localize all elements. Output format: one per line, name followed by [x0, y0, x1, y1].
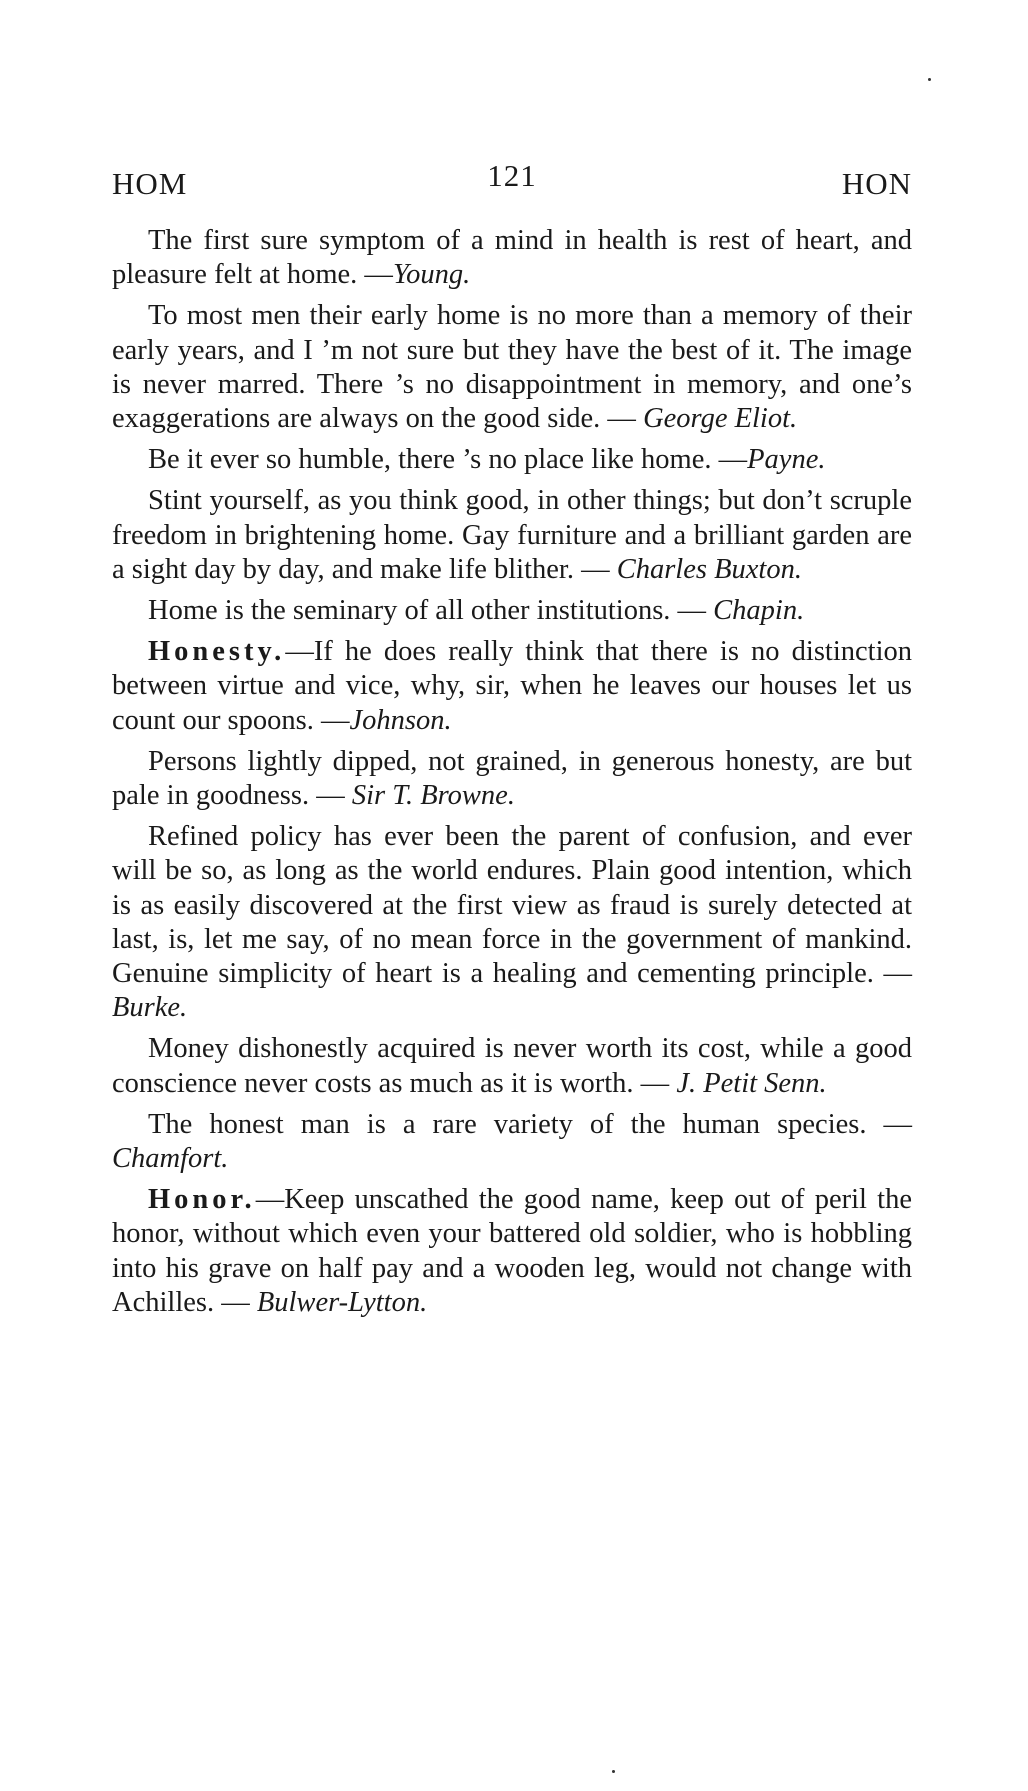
quote-author: Young. [392, 259, 471, 291]
quote-author: Burke. [112, 992, 188, 1024]
header-left-guide-word: HOM [112, 166, 188, 201]
quote-paragraph: To most men their early home is no more than a memory of their early years, and I ’m not sure but they have the best of it. The image is never marred. There ’s no disappointment in memory, and one’s exaggerations are always on the good side. — George Eliot. [112, 300, 912, 435]
topic-heading-honesty: Honesty. [148, 636, 286, 668]
header-right-guide-word: HON [841, 166, 912, 201]
quote-paragraph: The honest man is a rare variety of the human species. — Chamfort. [112, 1108, 912, 1175]
print-speck [928, 78, 931, 81]
print-speck [612, 1770, 615, 1773]
quote-paragraph: The first sure symptom of a mind in health is rest of heart, and pleasure felt at home. —Young. [112, 225, 912, 291]
quote-author: Chapin. [713, 595, 805, 627]
quote-paragraph: Home is the seminary of all other institutions. — Chapin. [148, 595, 805, 627]
quote-paragraph: Persons lightly dipped, not grained, in generous honesty, are but pale in goodness. — Sir T. Browne. [112, 745, 912, 812]
quote-paragraph: Be it ever so humble, there ’s no place like home. —Payne. [148, 444, 826, 476]
quote-author: Johnson. [349, 704, 452, 736]
quotation-body [112, 224, 912, 1327]
quote-author: Charles Buxton. [616, 553, 802, 585]
quote-paragraph: Refined policy has ever been the parent of confusion, and ever will be so, as long as the world endures. Plain good intention, which is as easily discovered at the first view as fraud is surely detected at last, is, let me say, of no mean force in the government of mankind. Genuine simplicity of heart is a healing and cementing principle. —Burke. [112, 821, 912, 1024]
page-number: 121 [487, 158, 537, 193]
quote-author: J. Petit Senn. [676, 1067, 827, 1099]
quote-paragraph: Stint yourself, as you think good, in other things; but don’t scruple freedom in brightening home. Gay furniture and a brilliant garden are a sight day by day, and make life blither. — Charles Buxton. [112, 485, 912, 585]
quote-paragraph: Honesty.—If he does really think that there is no distinction between virtue and vice, why, sir, when he leaves our houses let us count our spoons. —Johnson. [112, 636, 912, 736]
quote-paragraph: Honor.—Keep unscathed the good name, keep out of peril the honor, without which even your battered old soldier, who is hobbling into his grave on half pay and a wooden leg, would not change with Achilles. — Bulwer-Lytton. [112, 1184, 912, 1318]
quote-paragraph: Money dishonestly acquired is never worth its cost, while a good conscience never costs as much as it is worth. — J. Petit Senn. [112, 1033, 912, 1099]
quote-author: Chamfort. [112, 1143, 229, 1175]
quote-author: Payne. [747, 444, 826, 476]
quote-author: Sir T. Browne. [351, 780, 515, 812]
topic-heading-honor: Honor. [148, 1184, 256, 1216]
quote-author: George Eliot. [643, 403, 798, 435]
quote-author: Bulwer-Lytton. [256, 1286, 428, 1318]
